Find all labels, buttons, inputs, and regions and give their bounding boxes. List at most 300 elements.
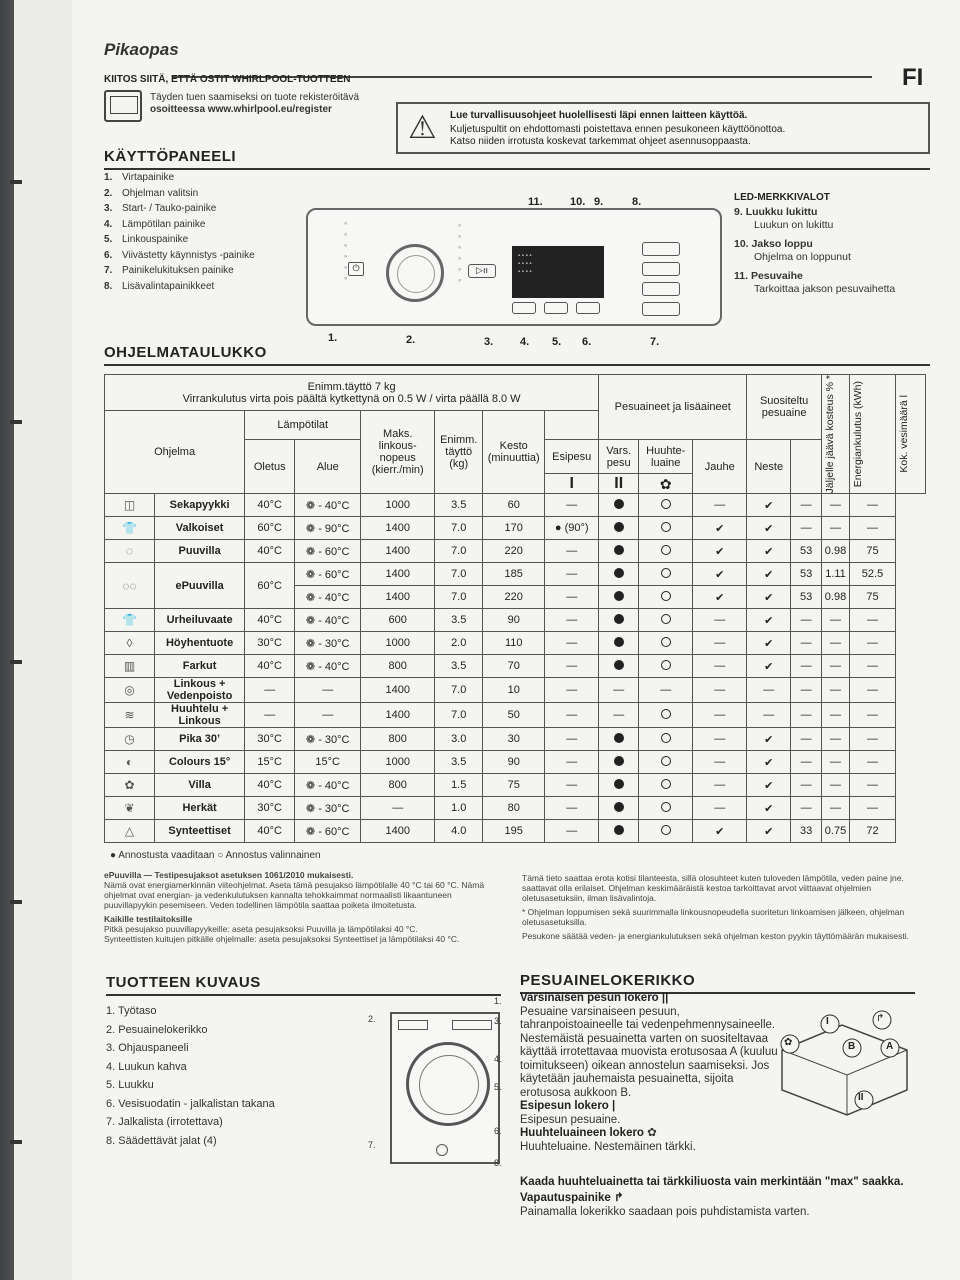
cell-wat: — xyxy=(850,609,896,632)
callout-11: 11. xyxy=(528,196,543,208)
cell-wat: — xyxy=(850,494,896,517)
cell-pow: ✔ xyxy=(693,517,747,540)
callout-5: 5. xyxy=(552,336,562,348)
notes-left xyxy=(104,870,504,944)
cell-icon: ◊ xyxy=(105,632,155,655)
cell-range: — xyxy=(295,678,361,703)
door xyxy=(406,1042,490,1126)
option-button xyxy=(642,262,680,276)
cell-moist: 33 xyxy=(791,820,822,843)
table-row xyxy=(105,751,926,774)
binder-ring xyxy=(10,900,22,904)
item-label: Start- / Tauko-painike xyxy=(122,203,217,214)
prewash-label: Esipesun lokero xyxy=(520,1100,609,1112)
softener-label: Huuhteluaineen lokero xyxy=(520,1127,644,1139)
cell-pow: — xyxy=(693,703,747,728)
required-dot-icon xyxy=(614,779,624,789)
cell-def: 40°C xyxy=(245,494,295,517)
product-item: 3. Ohjauspaneeli xyxy=(106,1042,189,1054)
cell-spin: 800 xyxy=(361,728,435,751)
control-panel-diagram xyxy=(306,208,722,326)
cell-load: 3.5 xyxy=(435,609,483,632)
cell-name: Höyhentuote xyxy=(155,632,245,655)
binder-ring xyxy=(10,420,22,424)
cell-dur: 60 xyxy=(483,494,545,517)
cell-moist: — xyxy=(791,751,822,774)
product-callout: 4. xyxy=(494,1054,502,1064)
callout-4: 4. xyxy=(520,336,530,348)
item-number: 7. xyxy=(104,265,113,276)
cell-name: Linkous + Vedenpoisto xyxy=(155,678,245,703)
cell-pre: — xyxy=(545,494,599,517)
led-description: Luukun on lukittu xyxy=(754,219,834,231)
cell-liq: ✔ xyxy=(747,563,791,586)
product-title: TUOTTEEN KUVAUS xyxy=(106,974,261,991)
softener-title xyxy=(520,1127,780,1141)
cell-name: Villa xyxy=(155,774,245,797)
cell-liq: ✔ xyxy=(747,797,791,820)
item-number: 5. xyxy=(104,234,113,245)
led-number: 11. xyxy=(734,270,749,282)
optional-ring-icon xyxy=(661,591,671,601)
cell-pow: ✔ xyxy=(693,563,747,586)
led-heading xyxy=(734,270,954,283)
required-dot-icon xyxy=(614,568,624,578)
cell-dur: 50 xyxy=(483,703,545,728)
cell-liq: — xyxy=(747,703,791,728)
cell-wat: 52.5 xyxy=(850,563,896,586)
cell-icon: ◫ xyxy=(105,494,155,517)
optional-ring-icon xyxy=(661,637,671,647)
cell-spin: 1000 xyxy=(361,632,435,655)
cell-moist: 53 xyxy=(791,586,822,609)
table-row xyxy=(105,774,926,797)
note: Tämä tieto saattaa erota kotisi tilanteesta, sillä olosuhteet kuten tuloveden lämpötila, veden paine jne. saattavat olla erilaiset. Ohjelman keskimääräistä kestoa tarkoittavat arvot viittaavat ohjelmien oletusasetuksiin, ilman lisävalintoja. xyxy=(522,873,904,903)
required-dot-icon xyxy=(614,522,624,532)
cell-liq: ✔ xyxy=(747,540,791,563)
item-number: 6. xyxy=(104,249,113,261)
cell-range: ❁ - 40°C xyxy=(295,586,361,609)
cell-main: — xyxy=(599,703,639,728)
softener-text: Huuhteluaine. Nestemäinen tärkki. xyxy=(520,1140,696,1153)
item-number: 3. xyxy=(104,203,113,214)
optional-ring-icon xyxy=(661,733,671,743)
cell-load: 3.5 xyxy=(435,655,483,678)
cell-soft xyxy=(639,586,693,609)
cell-icon: 👕 xyxy=(105,517,155,540)
cell-pow: — xyxy=(693,655,747,678)
cell-main xyxy=(599,517,639,540)
cell-liq: ✔ xyxy=(747,517,791,540)
cell-spin: — xyxy=(361,797,435,820)
cell-en: — xyxy=(822,751,850,774)
display-indicators: ▪ ▪ ▪ ▪ ▪ ▪ ▪ ▪ ▪ ▪ ▪ ▪ xyxy=(518,253,532,275)
cell-icon: ◷ xyxy=(105,728,155,751)
cell-moist: — xyxy=(791,632,822,655)
table-row xyxy=(105,797,926,820)
warning-title: Lue turvallisuusohjeet huolellisesti läpi ennen laitteen käyttöä. xyxy=(450,110,748,121)
cell-en: — xyxy=(822,728,850,751)
cell-dur: 80 xyxy=(483,797,545,820)
cell-en: — xyxy=(822,678,850,703)
program-table xyxy=(104,374,926,843)
page-title: Pikaopas xyxy=(104,40,179,59)
optional-ring-icon xyxy=(661,568,671,578)
filter-icon xyxy=(436,1144,448,1156)
release-arrow-icon: ↱ xyxy=(613,1192,624,1204)
note: ePuuvilla — Testipesujaksot asetuksen 1061/2010 mukaisesti. xyxy=(104,870,354,880)
cell-range: ❁ - 40°C xyxy=(295,609,361,632)
mainwash-symbol: II xyxy=(599,474,639,494)
control-panel-item xyxy=(104,279,255,295)
control-panel-item xyxy=(104,248,255,264)
header-energy-text: Energiankulutus (kWh) xyxy=(852,381,864,488)
cell-load: 3.0 xyxy=(435,728,483,751)
header-spin: Maks. linkous-nopeus (kierr./min) xyxy=(361,411,435,494)
option-button xyxy=(642,302,680,316)
cell-main xyxy=(599,751,639,774)
cell-spin: 800 xyxy=(361,655,435,678)
delay-button xyxy=(576,302,600,314)
softener-warning: Kaada huuhteluainetta tai tärkkiliuosta vain merkintään "max" saakka. xyxy=(520,1176,904,1188)
cell-moist: 53 xyxy=(791,563,822,586)
cell-liq: ✔ xyxy=(747,774,791,797)
cell-moist: — xyxy=(791,655,822,678)
cell-pow: — xyxy=(693,632,747,655)
optional-ring-icon xyxy=(661,779,671,789)
table-header-load xyxy=(105,375,599,411)
product-callout: 3. xyxy=(494,1016,502,1026)
binder-ring xyxy=(10,180,22,184)
note: * Ohjelman loppumisen sekä suurimmalla linkousnopeudella suoritetun linkoamisen jälkeen, ohjelman oletusasetuksilla. xyxy=(522,907,905,927)
note: Pesukone säätää veden- ja energiankulutuksen sekä ohjelman keston pyykin täyttömäärän mukaisesti. xyxy=(522,931,909,941)
table-row xyxy=(105,728,926,751)
control-panel-item xyxy=(104,232,255,248)
cell-main xyxy=(599,728,639,751)
cell-load: 7.0 xyxy=(435,540,483,563)
cell-pre: — xyxy=(545,655,599,678)
section-rule xyxy=(106,994,501,996)
header-mainwash: Vars. pesu xyxy=(599,440,639,474)
cell-pre: — xyxy=(545,678,599,703)
cell-en: 0.98 xyxy=(822,540,850,563)
cell-soft xyxy=(639,655,693,678)
cell-name: ePuuvilla xyxy=(155,563,245,609)
table-row xyxy=(105,655,926,678)
cell-range: 15°C xyxy=(295,751,361,774)
cell-wat: 75 xyxy=(850,540,896,563)
cell-def: 60°C xyxy=(245,517,295,540)
option-button xyxy=(642,242,680,256)
cell-soft xyxy=(639,703,693,728)
cell-en: 0.98 xyxy=(822,586,850,609)
cell-wat: 72 xyxy=(850,820,896,843)
cell-en: 0.75 xyxy=(822,820,850,843)
cell-icon: ✿ xyxy=(105,774,155,797)
main-compartment-text: Pesuaine varsinaiseen pesuun, tahranpoistoaineelle tai vedenpehmennysaineelle. Nestemäistä pesuainetta varten on suositeltavaa käyttää irrotettavaa muovista erotusosaa A (kuuluu toimitukseen) oikean annostelun saamiseksi. Jos käytetään jauhemaista pesuainetta, sijoita erotusosa aukkoon B. xyxy=(520,1005,778,1099)
cell-main xyxy=(599,563,639,586)
cell-soft: — xyxy=(639,678,693,703)
led-description: Ohjelma on loppunut xyxy=(754,251,851,263)
cell-icon: ◎ xyxy=(105,678,155,703)
cell-def: 40°C xyxy=(245,655,295,678)
cell-dur: 75 xyxy=(483,774,545,797)
warning-text xyxy=(450,124,920,148)
control-panel-title: KÄYTTÖPANEELI xyxy=(104,148,237,165)
softener-flower-icon: ✿ xyxy=(639,474,693,494)
cell-soft xyxy=(639,494,693,517)
computer-icon xyxy=(104,90,142,122)
main-compartment-title xyxy=(520,992,780,1006)
item-number: 2. xyxy=(104,187,113,199)
dispenser-diagram xyxy=(772,1010,912,1120)
led-item xyxy=(734,270,954,296)
cell-main xyxy=(599,655,639,678)
cell-icon: ◌◌ xyxy=(105,563,155,609)
warning-line: Katso niiden irrotusta koskevat tarkemmat ohjeet asennusoppaasta. xyxy=(450,136,751,147)
control-panel-item xyxy=(104,217,255,233)
optional-ring-icon xyxy=(661,709,671,719)
cell-wat: — xyxy=(850,703,896,728)
header-detergents: Pesuaineet ja lisäaineet xyxy=(599,375,747,440)
item-label: Lämpötilan painike xyxy=(122,218,206,230)
start-pause-icon: ▷ıı xyxy=(468,264,496,278)
optional-ring-icon xyxy=(661,499,671,509)
cell-def: 30°C xyxy=(245,797,295,820)
program-icons-left: ◦ ◦ ◦ ◦ ◦ ◦ xyxy=(344,218,348,283)
cell-range: ❁ - 60°C xyxy=(295,540,361,563)
callout-8: 8. xyxy=(632,196,642,208)
cell-wat: — xyxy=(850,728,896,751)
cell-spin: 1400 xyxy=(361,703,435,728)
cell-load: 3.5 xyxy=(435,751,483,774)
cell-load: 1.5 xyxy=(435,774,483,797)
product-callout: 2. xyxy=(368,1014,376,1024)
led-number: 9. xyxy=(734,206,743,218)
cell-pow: — xyxy=(693,494,747,517)
softener-diagram-icon: ✿ xyxy=(784,1037,793,1048)
note: Synteettisten kuitujen pitkälle ohjelmalle: aseta pesujaksoksi Synteettiset ja lämpötilaksi 40 °C. xyxy=(104,934,460,944)
release-diagram-icon: ↱ xyxy=(876,1013,885,1024)
cell-icon: ≋ xyxy=(105,703,155,728)
led-number: 10. xyxy=(734,238,749,250)
cell-soft xyxy=(639,540,693,563)
header-energy xyxy=(850,375,896,494)
cell-main xyxy=(599,540,639,563)
required-dot-icon xyxy=(614,733,624,743)
header-duration: Kesto (minuuttia) xyxy=(483,411,545,494)
cell-main xyxy=(599,820,639,843)
cell-range: ❁ - 30°C xyxy=(295,797,361,820)
release-label: Vapautuspainike xyxy=(520,1192,611,1204)
option-button xyxy=(642,282,680,296)
cell-pow: — xyxy=(693,774,747,797)
cell-pre: — xyxy=(545,563,599,586)
main-compartment-label: Varsinaisen pesun lokero xyxy=(520,992,659,1004)
item-label: Lisävalintapainikkeet xyxy=(122,280,215,292)
cell-load: 2.0 xyxy=(435,632,483,655)
cell-pre: — xyxy=(545,820,599,843)
cell-moist: — xyxy=(791,678,822,703)
header-temperature: Lämpötilat xyxy=(245,411,361,440)
cell-def: 40°C xyxy=(245,820,295,843)
cell-moist: — xyxy=(791,517,822,540)
program-dial xyxy=(386,244,444,302)
cell-spin: 1400 xyxy=(361,678,435,703)
cell-liq: ✔ xyxy=(747,494,791,517)
product-item: 4. Luukun kahva xyxy=(106,1060,187,1073)
product-item: 7. Jalkalista (irrotettava) xyxy=(106,1116,223,1128)
cell-pre: — xyxy=(545,751,599,774)
cell-load: 4.0 xyxy=(435,820,483,843)
cell-def: 30°C xyxy=(245,632,295,655)
item-label: Painikelukituksen painike xyxy=(122,265,234,276)
table-legend: ● Annostusta vaaditaan ○ Annostus valinnainen xyxy=(110,850,321,861)
power-consumption: Virrankulutus virta pois päältä kytkettynä on 0.5 W / virta päällä 8.0 W xyxy=(182,392,521,405)
cell-dur: 185 xyxy=(483,563,545,586)
cell-pre: — xyxy=(545,632,599,655)
cell-soft xyxy=(639,797,693,820)
warning-icon: ⚠ xyxy=(408,109,437,145)
cell-name: Puuvilla xyxy=(155,540,245,563)
led-list xyxy=(734,206,954,296)
section-rule xyxy=(104,364,930,366)
cell-dur: 195 xyxy=(483,820,545,843)
cell-pow: — xyxy=(693,728,747,751)
cell-liq: — xyxy=(747,678,791,703)
cell-wat: — xyxy=(850,751,896,774)
cell-soft xyxy=(639,728,693,751)
table-row xyxy=(105,632,926,655)
cell-load: 1.0 xyxy=(435,797,483,820)
cell-en: — xyxy=(822,703,850,728)
led-heading xyxy=(734,238,954,251)
cell-name: Colours 15° xyxy=(155,751,245,774)
optional-ring-icon xyxy=(661,614,671,624)
cell-dur: 70 xyxy=(483,655,545,678)
cell-icon: ❦ xyxy=(105,797,155,820)
cell-icon: ▥ xyxy=(105,655,155,678)
item-label: Viivästetty käynnistys -painike xyxy=(122,249,255,261)
register-line: osoitteessa www.whirlpool.eu/register xyxy=(150,104,332,115)
cell-en: 1.11 xyxy=(822,563,850,586)
cell-name: Farkut xyxy=(155,655,245,678)
cell-def: 30°C xyxy=(245,728,295,751)
required-dot-icon xyxy=(614,756,624,766)
cell-dur: 10 xyxy=(483,678,545,703)
control-panel-list xyxy=(104,170,255,294)
callout-2: 2. xyxy=(406,334,416,346)
display-panel xyxy=(512,246,604,298)
product-callout: 5. xyxy=(494,1082,502,1092)
header-liquid: Neste xyxy=(747,440,791,494)
cell-liq: ✔ xyxy=(747,655,791,678)
cell-spin: 1400 xyxy=(361,563,435,586)
cell-load: 7.0 xyxy=(435,517,483,540)
cell-moist: — xyxy=(791,774,822,797)
cell-soft xyxy=(639,563,693,586)
cell-spin: 1400 xyxy=(361,540,435,563)
table-row xyxy=(105,494,926,517)
binder-ring xyxy=(10,1140,22,1144)
cell-spin: 600 xyxy=(361,609,435,632)
product-callout: 1. xyxy=(494,996,502,1006)
item-number: 8. xyxy=(104,280,113,292)
table-row xyxy=(105,563,926,586)
cell-icon: △ xyxy=(105,820,155,843)
callout-3: 3. xyxy=(484,336,494,348)
prewash-title xyxy=(520,1100,780,1114)
led-item xyxy=(734,238,954,264)
cell-dur: 30 xyxy=(483,728,545,751)
optional-ring-icon xyxy=(661,660,671,670)
language-code: FI xyxy=(902,64,924,91)
cell-name: Valkoiset xyxy=(155,517,245,540)
cell-name: Urheiluvaate xyxy=(155,609,245,632)
item-label: Ohjelman valitsin xyxy=(122,187,199,199)
callout-1: 1. xyxy=(328,332,338,344)
cell-main xyxy=(599,797,639,820)
cell-pow: ✔ xyxy=(693,820,747,843)
cell-en: — xyxy=(822,655,850,678)
header-powder: Jauhe xyxy=(693,440,747,494)
quick-guide-page xyxy=(72,0,960,1280)
table-row xyxy=(105,609,926,632)
cell-pre: ● (90°) xyxy=(545,517,599,540)
required-dot-icon xyxy=(614,591,624,601)
product-item: 6. Vesisuodatin - jalkalistan takana xyxy=(106,1097,275,1110)
cell-range: ❁ - 30°C xyxy=(295,632,361,655)
header-load: Enimm. täyttö (kg) xyxy=(435,411,483,494)
optional-ring-icon xyxy=(661,825,671,835)
notes-right xyxy=(522,873,922,941)
cell-name: Huuhtelu + Linkous xyxy=(155,703,245,728)
label-A: A xyxy=(886,1041,894,1052)
optional-ring-icon xyxy=(661,545,671,555)
detergent-text xyxy=(520,992,780,1154)
cell-pre: — xyxy=(545,774,599,797)
header-temp-range: Alue xyxy=(295,440,361,494)
cell-def: 40°C xyxy=(245,609,295,632)
cell-main xyxy=(599,774,639,797)
cell-en: — xyxy=(822,517,850,540)
product-callout: 6. xyxy=(494,1126,502,1136)
washing-machine-diagram xyxy=(390,1012,500,1164)
cell-range: ❁ - 40°C xyxy=(295,655,361,678)
required-dot-icon xyxy=(614,499,624,509)
product-list xyxy=(106,1002,275,1150)
header-moisture xyxy=(822,375,850,494)
cell-range: ❁ - 60°C xyxy=(295,563,361,586)
cell-spin: 1000 xyxy=(361,494,435,517)
header-water-text: Kok. vesimäärä l xyxy=(898,395,910,474)
cell-wat: — xyxy=(850,517,896,540)
cell-def: 15°C xyxy=(245,751,295,774)
item-number: 1. xyxy=(104,172,113,183)
note: Kaikille testilaitoksille xyxy=(104,914,193,924)
cell-liq: ✔ xyxy=(747,728,791,751)
cell-icon: ◐ xyxy=(105,751,155,774)
cell-name: Sekapyykki xyxy=(155,494,245,517)
led-name: Jakso loppu xyxy=(751,238,813,250)
header-water xyxy=(896,375,926,494)
required-dot-icon xyxy=(614,660,624,670)
cell-pow: — xyxy=(693,797,747,820)
cell-main xyxy=(599,494,639,517)
cell-def: 40°C xyxy=(245,540,295,563)
cell-def: 40°C xyxy=(245,774,295,797)
register-text xyxy=(150,92,390,116)
